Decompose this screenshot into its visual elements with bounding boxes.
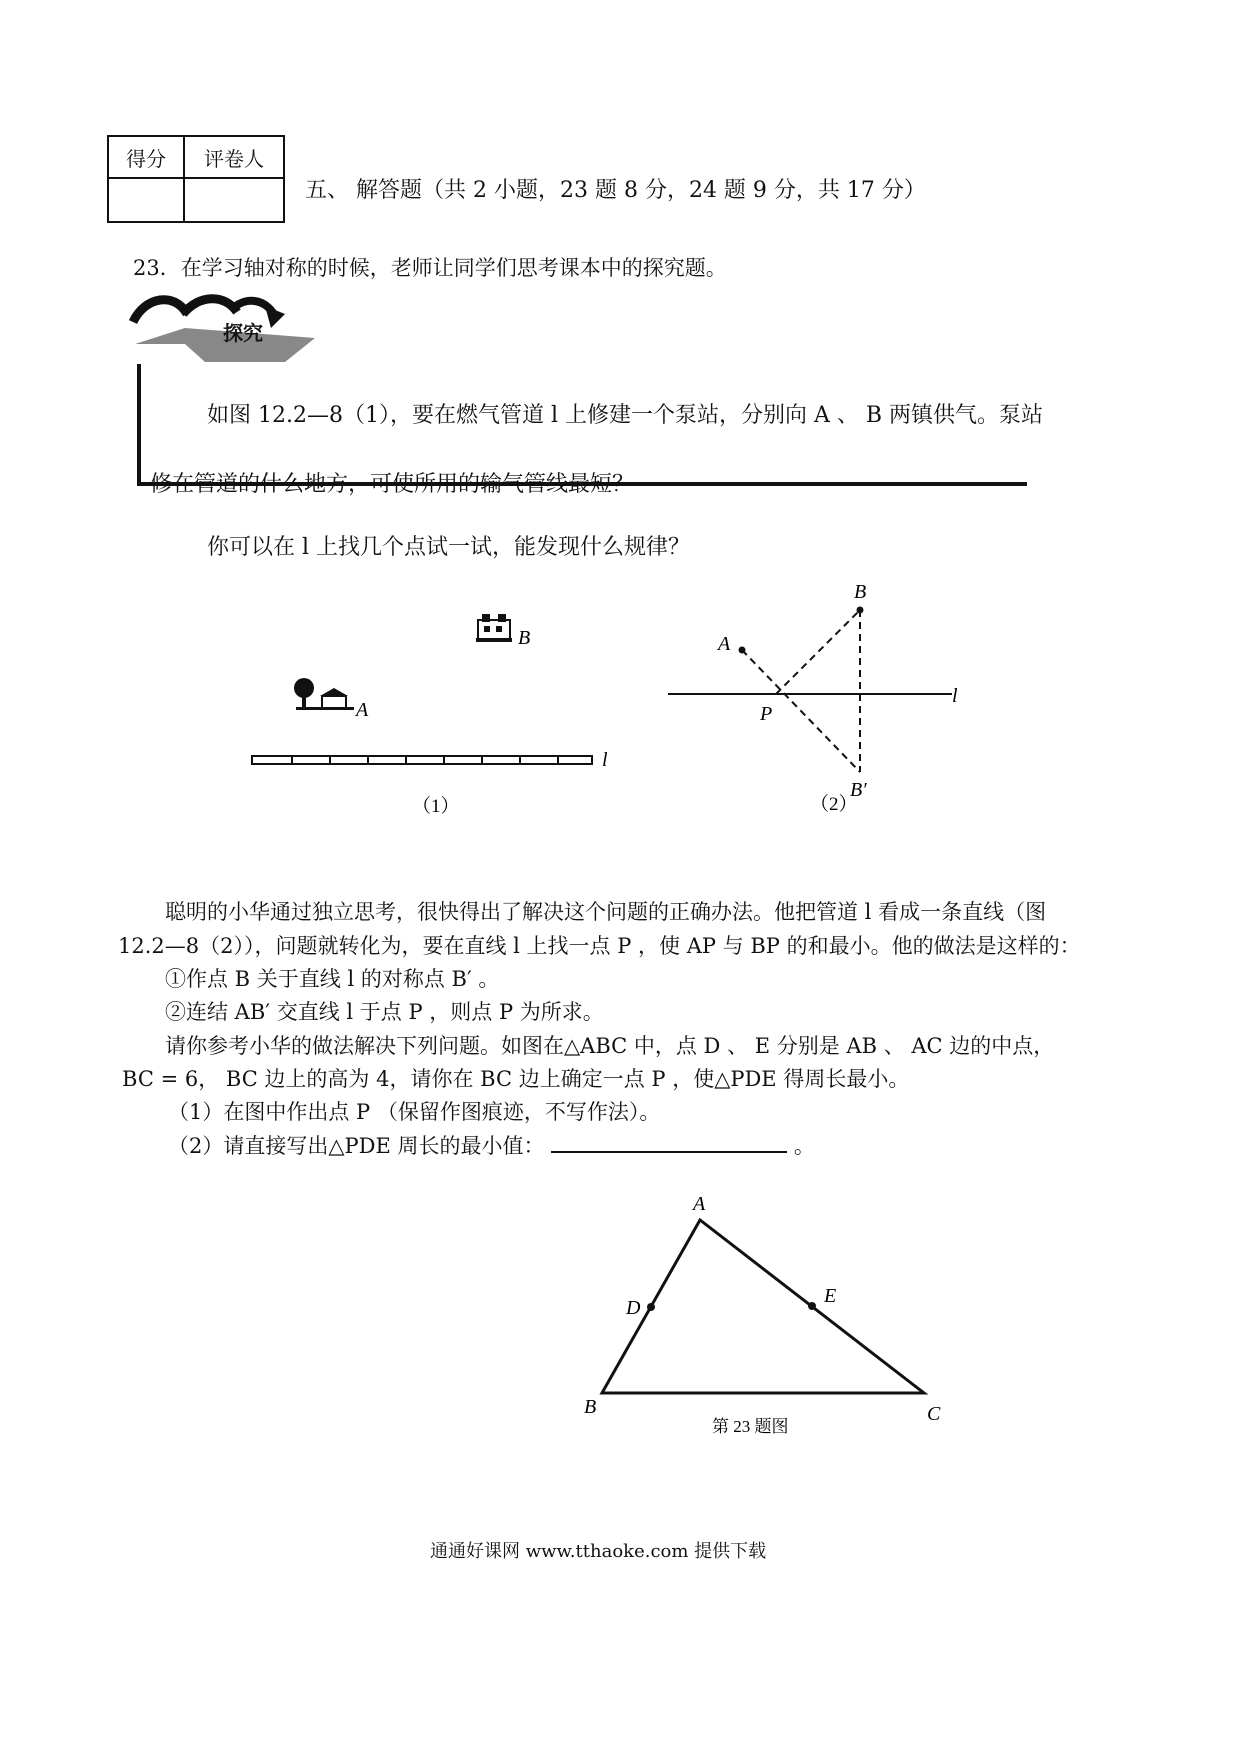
explore-line-3: 你可以在 l 上找几个点试一试，能发现什么规律？ — [207, 535, 691, 560]
explore-line-1: 如图 12.2—8（1），要在燃气管道 l 上修建一个泵站，分别向 A 、 B 两镇供气。泵站 — [207, 403, 1044, 428]
solution-line-2: 12.2—8（2）），问题就转化为，要在直线 l 上找一点 P ，使 AP 与 BP 的和最小。他的做法是这样的： — [118, 934, 1081, 958]
subquestion-2-end: 。 — [793, 1134, 815, 1158]
fig1-label-l: l — [602, 749, 608, 771]
score-cell[interactable] — [108, 178, 184, 222]
q23-intro: 23．在学习轴对称的时候，老师让同学们思考课本中的探究题。 — [133, 256, 727, 280]
fig2-label-l: l — [952, 685, 958, 707]
tri-label-a: A — [693, 1193, 706, 1215]
task-line-1: 请你参考小华的做法解决下列问题。如图在△ABC 中，点 D 、 E 分别是 AB 、 AC 边的中点， — [165, 1034, 1055, 1058]
tri-label-c: C — [927, 1403, 941, 1425]
tri-label-e: E — [824, 1285, 837, 1307]
point-d — [647, 1303, 655, 1311]
figure-1 — [240, 610, 620, 820]
fig2-label-a: A — [718, 633, 731, 655]
segment-pb — [776, 610, 860, 694]
town-b-icon — [476, 614, 512, 642]
town-a-icon — [294, 678, 354, 710]
point-e — [808, 1302, 816, 1310]
fig1-label-b: B — [518, 627, 531, 649]
triangle-caption: 第 23 题图 — [712, 1417, 789, 1436]
fig1-caption: （1） — [412, 796, 460, 817]
point-b — [857, 607, 864, 614]
score-header: 得分 — [108, 136, 184, 178]
answer-blank[interactable] — [551, 1131, 787, 1153]
fig2-label-b: B — [854, 581, 867, 603]
fig2-caption: （2） — [810, 794, 858, 815]
step-2: ②连结 AB′ 交直线 l 于点 P ，则点 P 为所求。 — [165, 1000, 604, 1024]
figure-2 — [650, 570, 980, 820]
explore-badge-text: 探究 — [223, 323, 263, 345]
step-1: ①作点 B 关于直线 l 的对称点 B′ 。 — [165, 967, 500, 991]
point-a — [739, 647, 746, 654]
fig1-label-a: A — [356, 699, 369, 721]
solution-line-1: 聪明的小华通过独立思考，很快得出了解决这个问题的正确办法。他把管道 l 看成一条直线（图 — [165, 900, 1047, 924]
explore-line-2: 修在管道的什么地方，可使所用的输气管线最短？ — [150, 472, 635, 497]
explore-box-left-border — [137, 364, 141, 486]
explore-badge-graphic — [125, 288, 320, 366]
subquestion-2 — [168, 1130, 815, 1160]
task-line-2: BC = 6， BC 边上的高为 4，请你在 BC 边上确定一点 P ，使△PDE 得周长最小。 — [122, 1067, 910, 1091]
grader-header: 评卷人 — [184, 136, 284, 178]
footer: 通通好课网 www.tthaoke.com 提供下载 — [430, 1541, 767, 1562]
triangle-figure — [580, 1180, 960, 1450]
pipeline-l — [252, 756, 592, 764]
grader-cell[interactable] — [184, 178, 284, 222]
tri-label-d: D — [626, 1297, 641, 1319]
subquestion-2-text: （2）请直接写出△PDE 周长的最小值： — [168, 1134, 545, 1158]
tri-label-b: B — [584, 1396, 597, 1418]
score-table — [107, 135, 285, 223]
subquestion-1: （1）在图中作出点 P （保留作图痕迹，不写作法）。 — [168, 1100, 661, 1124]
fig2-label-p: P — [760, 703, 773, 725]
fig2-label-b-prime: B′ — [850, 779, 867, 801]
section-heading: 五、 解答题（共 2 小题，23 题 8 分，24 题 9 分，共 17 分） — [305, 178, 926, 203]
